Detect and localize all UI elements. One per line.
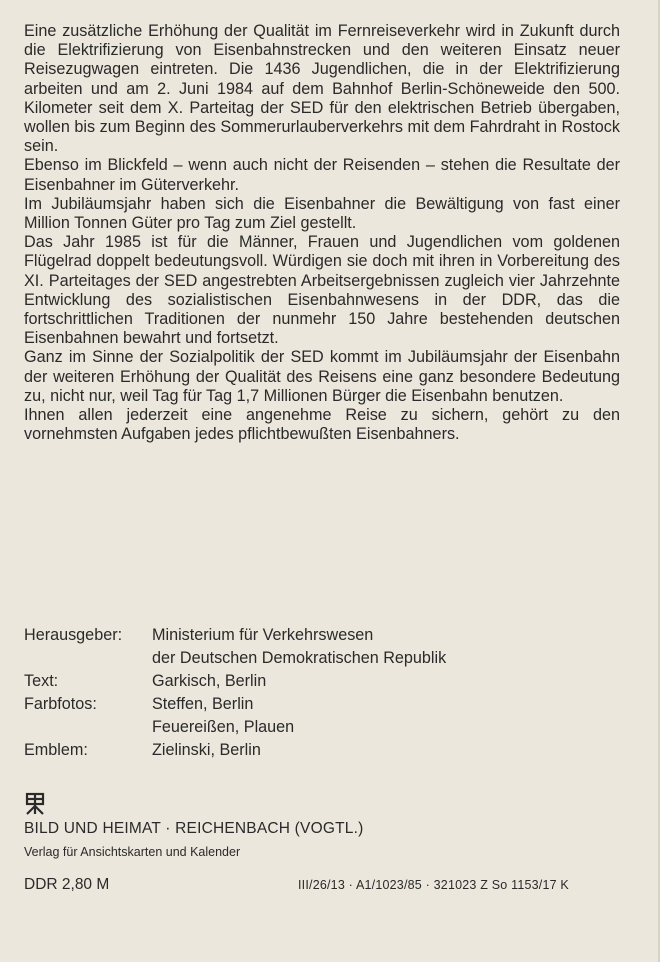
paragraph-1: Eine zusätzliche Erhöhung der Qualität im Fernreiseverkehr wird in Zukunft durch die Elektrifizierung von Eisenbahnstrecken und den weiteren Einsatz neuer Reisezugwagen eintreten. Die 1436 Jugendlichen, die in der Elektrifizierung arbeiten und am 2. Juni 1984 auf dem Bahnhof Berlin-Schöneweide den 500. Kilometer seit dem X. Parteitag der SED für den elektrischen Betrieb übergaben, wollen bis zum Beginn des Sommerurlauberverkehrs mit dem Fahrdraht in Rostock sein. [24,22,620,156]
price: DDR 2,80 M [24,876,110,893]
credit-emblem-value: Zielinski, Berlin [152,741,261,759]
print-code: III/26/13 · A1/1023/85 · 321023 Z So 1153/17 K [298,878,569,892]
credit-publisher-line2: der Deutschen Demokratischen Republik [152,649,447,667]
credit-photos-value1: Steffen, Berlin [152,695,254,713]
paragraph-5: Ganz im Sinne der Sozialpolitik der SED kommt im Jubiläumsjahr der Eisenbahn der weiteren Erhöhung der Qualität des Reisens eine ganz besondere Bedeutung zu, nicht nur, weil Tag für Tag 1,7 Millionen Bürger die Eisenbahn benutzen. [24,348,620,405]
credit-emblem-label: Emblem: [24,741,88,759]
credit-photos-label: Farbfotos: [24,695,97,713]
paragraph-3: Im Jubiläumsjahr haben sich die Eisenbahner die Bewältigung von fast einer Million Tonnen Güter pro Tag zum Ziel gestellt. [24,194,620,233]
credits [24,624,584,762]
bild-und-heimat-logo-icon [24,792,46,816]
credit-publisher-label: Herausgeber: [24,626,123,644]
credit-emblem [24,739,584,762]
publisher-name: BILD UND HEIMAT · REICHENBACH (VOGTL.) [24,820,364,837]
credit-photos-values [152,693,294,739]
credit-text-label: Text: [24,672,59,690]
credit-photos-value2: Feuereißen, Plauen [152,718,295,736]
credit-publisher-values [152,624,446,670]
credit-publisher [24,624,584,670]
paragraph-6: Ihnen allen jederzeit eine angenehme Reise zu sichern, gehört zu den vornehmsten Aufgaben jedes pflichtbewußten Eisenbahners. [24,406,620,444]
body-text [24,22,620,444]
credit-emblem-values [152,739,261,762]
paragraph-4: Das Jahr 1985 ist für die Männer, Frauen und Jugendlichen vom goldenen Flügelrad doppelt bedeutungsvoll. Würdigen sie doch mit ihren in Vorbereitung des XI. Parteitages der SED angestrebten Arbeitsergebnissen zugleich vier Jahrzehnte Entwicklung des sozialistischen Eisenbahnwesens in der DDR, das die fortschrittlichen Traditionen der nunmehr 150 Jahre bestehenden deutschen Eisenbahnen bewahrt und fortsetzt. [24,233,620,348]
credit-publisher-line1: Ministerium für Verkehrswesen [152,626,374,644]
credit-photos [24,693,584,739]
paragraph-2: Ebenso im Blickfeld – wenn auch nicht der Reisenden – stehen die Resultate der Eisenbahner im Güterverkehr. [24,156,620,194]
credit-text [24,670,584,693]
credit-text-value: Garkisch, Berlin [152,672,267,690]
publisher-tagline: Verlag für Ansichtskarten und Kalender [24,845,241,859]
credit-text-values [152,670,266,693]
